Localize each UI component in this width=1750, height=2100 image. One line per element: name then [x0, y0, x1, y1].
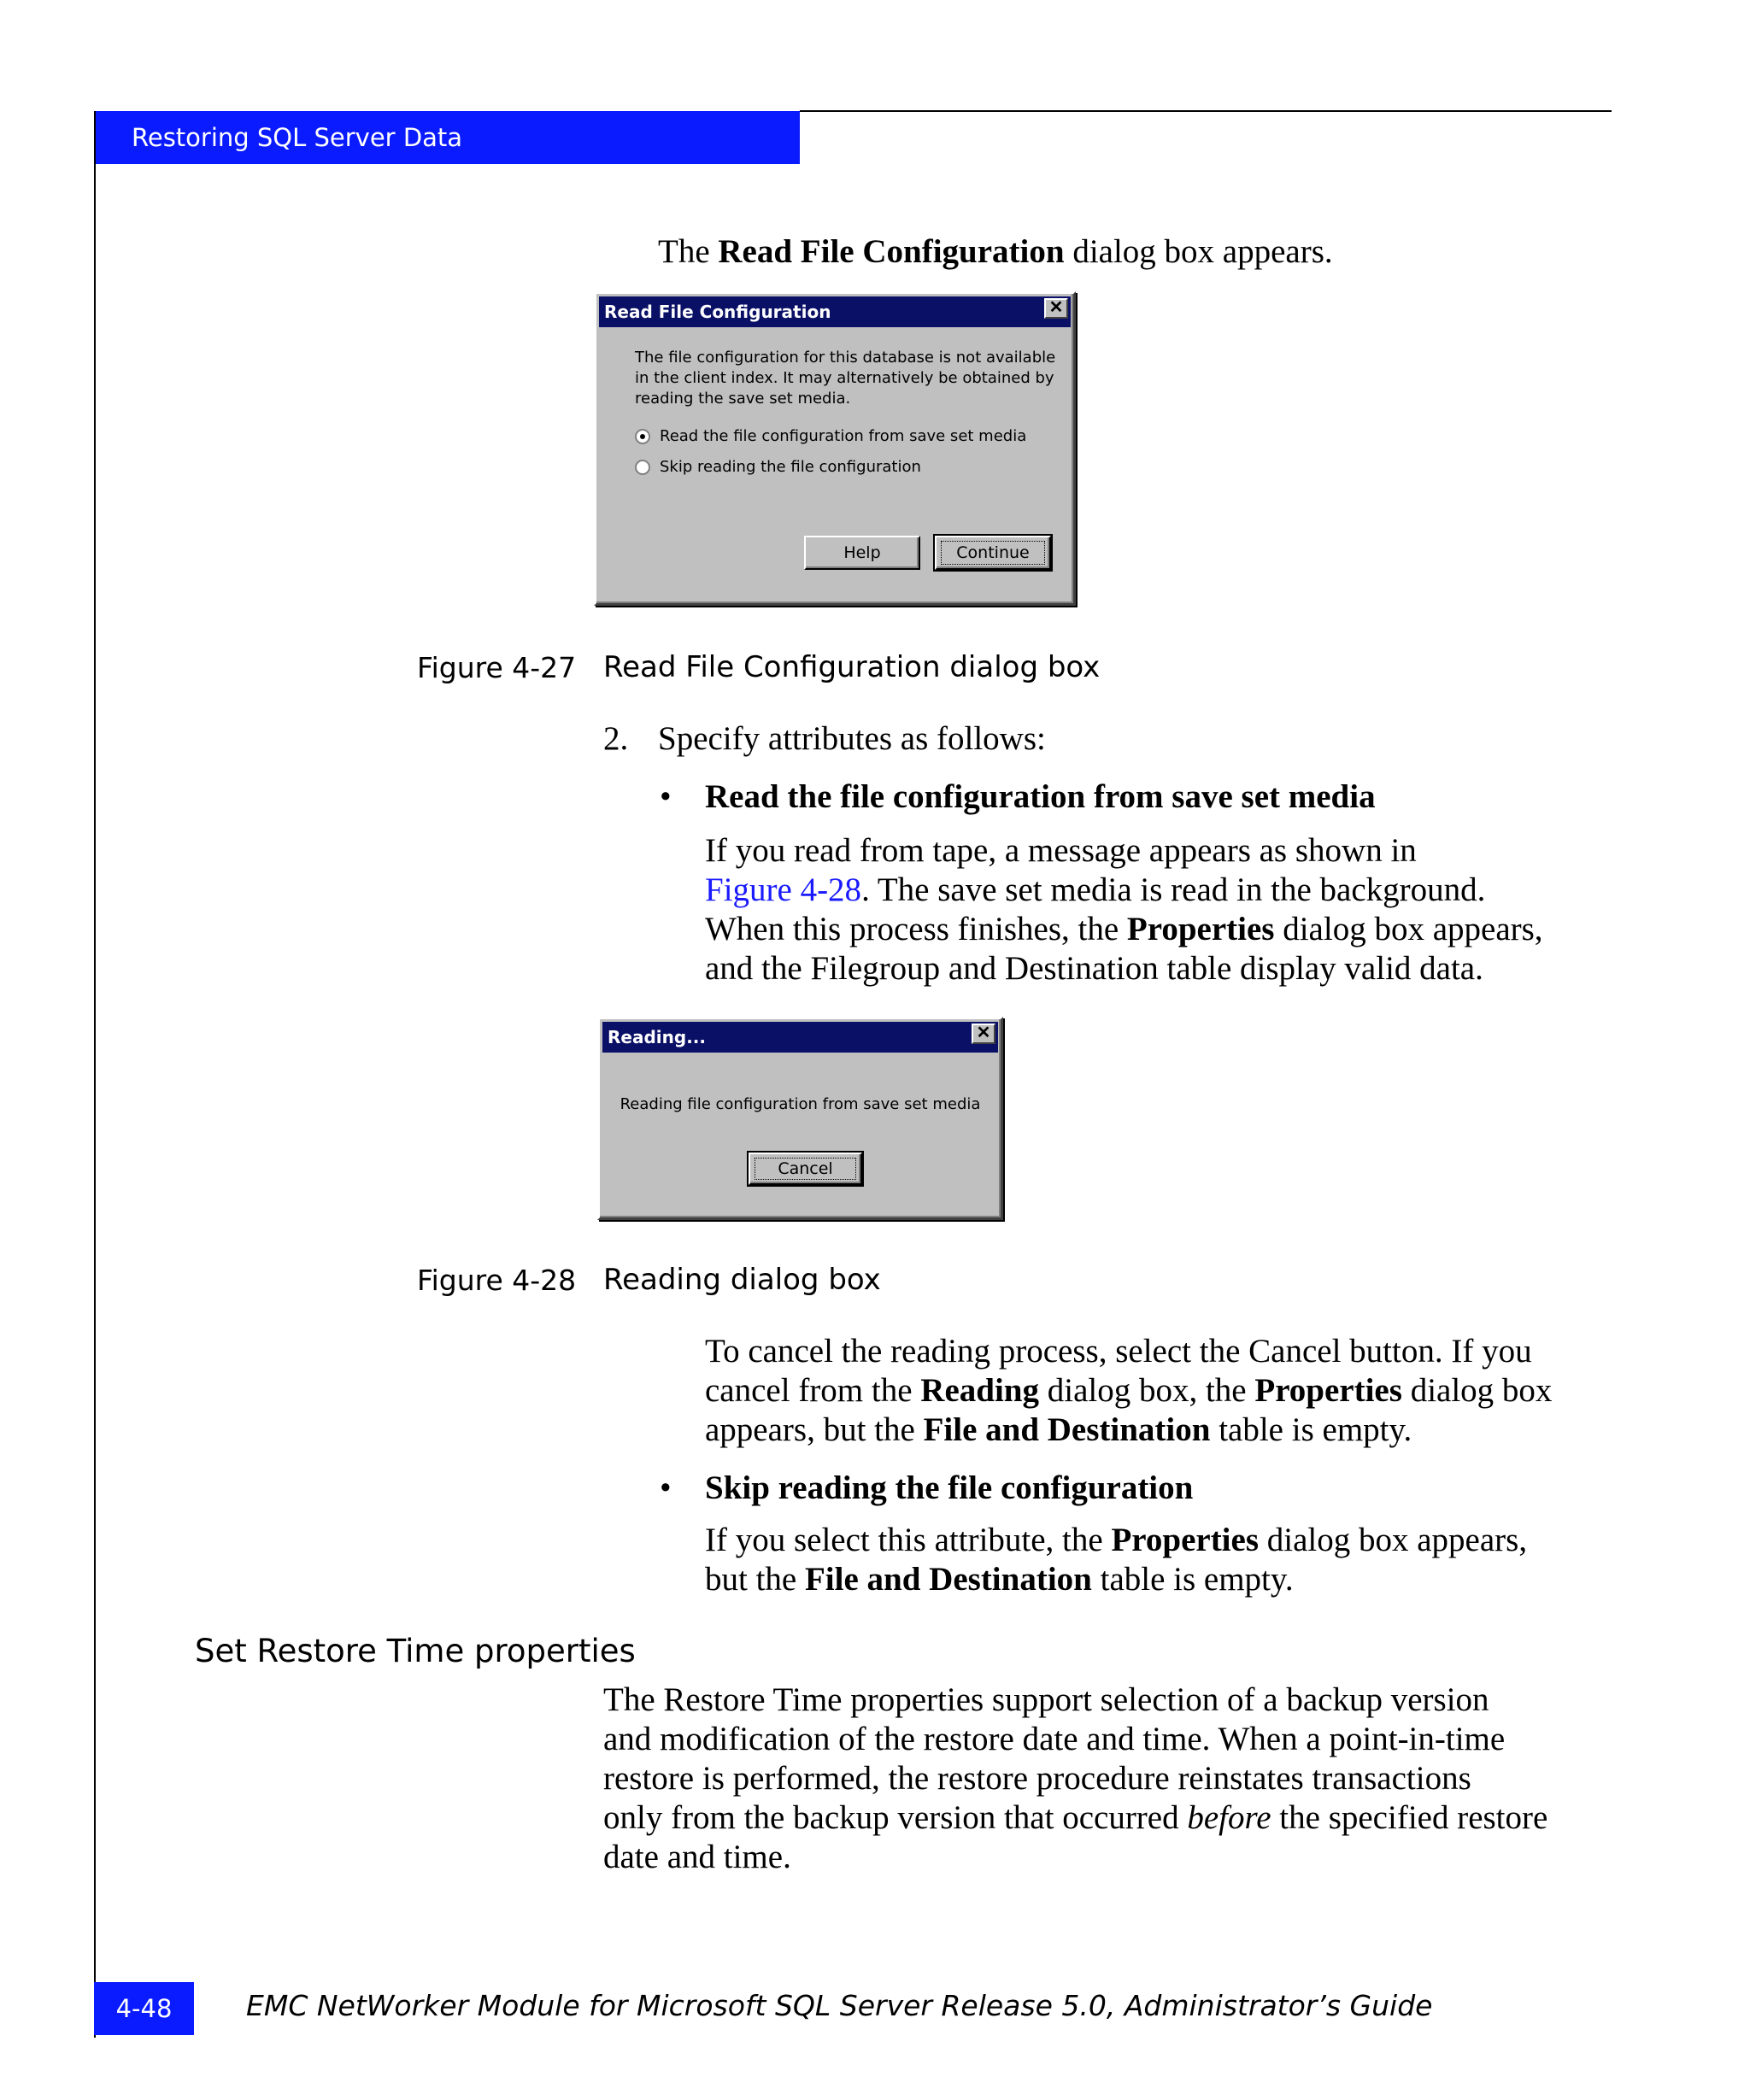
dialog-message: Reading file configuration from save set media	[620, 1095, 981, 1113]
radio-read-from-media-label[interactable]: Read the file configuration from save set media	[660, 427, 1027, 445]
bullet-dot: •	[660, 1469, 672, 1506]
cancel-button[interactable]: Cancel	[749, 1153, 862, 1185]
close-icon[interactable]: ✕	[1044, 298, 1068, 319]
read-file-configuration-dialog	[594, 291, 1076, 606]
radio-skip-reading-label[interactable]: Skip reading the file configuration	[660, 458, 921, 476]
help-button[interactable]: Help	[804, 536, 920, 570]
left-margin-rule	[94, 111, 96, 2038]
page-number: 4-48	[115, 1994, 173, 2023]
continue-button[interactable]: Continue	[935, 536, 1051, 570]
section-header-title: Restoring SQL Server Data	[132, 123, 463, 152]
header-rule	[800, 110, 1612, 112]
bullet-dot: •	[660, 778, 672, 815]
radio-skip-reading[interactable]	[635, 460, 650, 475]
bullet-title: Read the file configuration from save set media	[705, 778, 1376, 815]
footer-document-title: EMC NetWorker Module for Microsoft SQL Server Release 5.0, Administrator’s Guide	[246, 1989, 1433, 2022]
dialog-title-bar: Read File Configuration	[599, 296, 1071, 327]
cancel-paragraph: To cancel the reading process, select the Cancel button. If you cancel from the Reading dialog box, the Properties dialog box appears, but the File and Destination table is empty.	[705, 1333, 1553, 1448]
bullet1-paragraph: If you read from tape, a message appears as shown in Figure 4-28. The save set media is read in the background. When this process finishes, the Properties dialog box appears, and the Filegroup and Destination table display valid data.	[705, 832, 1543, 987]
intro-sentence: The Read File Configuration dialog box appears.	[658, 233, 1333, 270]
step-number: 2.	[603, 720, 629, 757]
figure-title: Read File Configuration dialog box	[603, 650, 1101, 684]
bullet2-paragraph: If you select this attribute, the Properties dialog box appears, but the File and Destination table is empty.	[705, 1522, 1528, 1598]
figure-label: Figure 4-28	[417, 1264, 577, 1297]
figure-4-28-link[interactable]: Figure 4-28	[705, 871, 862, 908]
reading-dialog	[597, 1017, 1003, 1220]
step-text: Specify attributes as follows:	[658, 720, 1046, 757]
figure-label: Figure 4-27	[417, 651, 577, 684]
dialog-title-bar: Reading...	[602, 1022, 998, 1053]
figure-title: Reading dialog box	[603, 1263, 881, 1297]
radio-read-from-media[interactable]	[635, 429, 650, 444]
dialog-message: The file configuration for this database is not available in the client index. It may alternatively be obtained by reading the save set media.	[635, 349, 1056, 408]
bullet-title: Skip reading the file configuration	[705, 1469, 1194, 1506]
section-heading: Set Restore Time properties	[195, 1633, 636, 1669]
close-icon[interactable]: ✕	[972, 1024, 995, 1044]
restore-time-paragraph: The Restore Time properties support selection of a backup version and modification of the restore date and time. When a point-in-time restore is performed, the restore procedure reinstates transactions only from the backup version that occurred before the specified restore date and time.	[603, 1681, 1548, 1875]
